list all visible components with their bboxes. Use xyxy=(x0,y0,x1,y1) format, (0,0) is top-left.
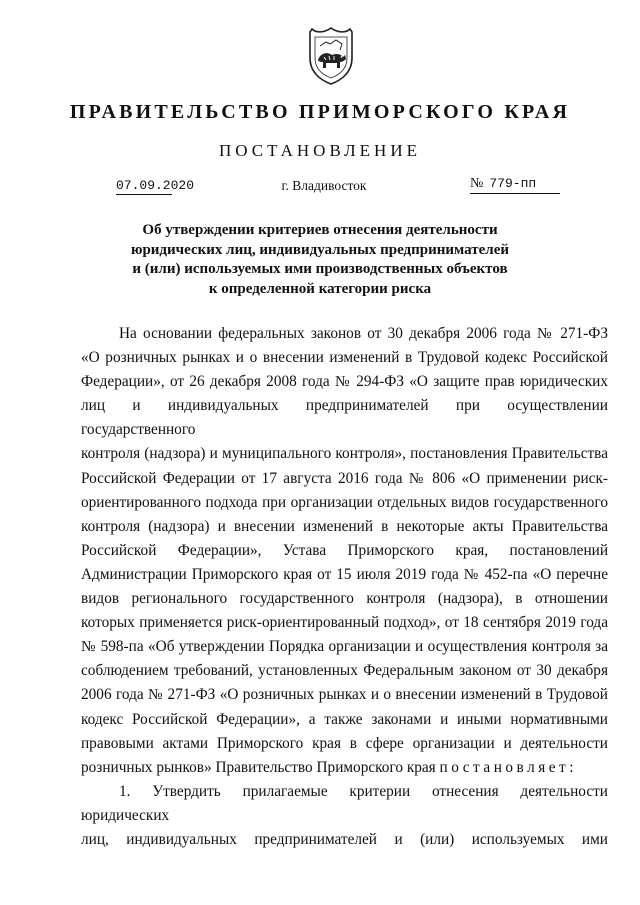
body-line: Российской Федерации», Устава Приморского края, постановлений xyxy=(81,541,608,559)
number-sign: № xyxy=(470,176,484,191)
document-body xyxy=(81,322,608,852)
body-line: «О розничных рынках и о внесении изменений в Трудовой кодекс Российской xyxy=(81,349,608,367)
subject-line: к определенной категории риска xyxy=(208,280,432,297)
subject-line: Об утверждении критериев отнесения деятельности xyxy=(142,222,498,238)
body-line: лиц и индивидуальных предпринимателей при осуществлении государственного xyxy=(81,397,608,439)
document-number-field xyxy=(470,176,560,194)
body-line: контроля (надзора) и внесении изменений в некоторые акты Правительства xyxy=(81,517,608,535)
subject-line: юридических лиц, индивидуальных предпринимателей xyxy=(130,241,510,258)
org-title: ПРАВИТЕЛЬСТВО ПРИМОРСКОГО КРАЯ xyxy=(69,101,571,123)
resolves-word: постановляет: xyxy=(439,758,577,776)
body-line: правовыми актами Приморского края в сфере организации и деятельности xyxy=(81,734,608,752)
body-line-text: розничных рынков» Правительство Приморского края xyxy=(81,758,436,776)
document-number: 779-пп xyxy=(489,176,537,191)
body-line: кодекс Российской Федерации», а также законами и иными нормативными xyxy=(81,710,608,728)
body-line: № 598-па «Об утверждении Порядка организации и осуществления контроля за xyxy=(81,638,608,656)
document-city: г. Владивосток xyxy=(281,178,367,193)
document-date: 07.09.2020 xyxy=(116,178,195,193)
body-line: видов регионального государственного контроля (надзора), в отношении xyxy=(81,590,608,608)
body-line: соблюдением требований, установленных Федеральным законом от 30 декабря xyxy=(81,662,608,680)
doc-type: ПОСТАНОВЛЕНИЕ xyxy=(218,141,421,160)
body-line: которых применяется риск-ориентированный подход», от 18 сентября 2019 года xyxy=(81,614,608,632)
body-line: 2006 года № 271-ФЗ «О розничных рынках и о внесении изменений в Трудовой xyxy=(81,686,608,704)
subject-line: и (или) используемых ими производственных объектов xyxy=(132,261,508,277)
primorsky-krai-coat-of-arms-icon xyxy=(306,24,356,86)
body-line: ориентированного подхода при организации отдельных видов государственного xyxy=(81,493,608,511)
item-1-line: лиц, индивидуальных предпринимателей и (или) используемых ими xyxy=(81,830,608,848)
body-line: Российской Федерации от 17 августа 2016 года № 806 «О применении риск- xyxy=(81,469,608,487)
body-line xyxy=(81,756,608,780)
body-line: Федерации», от 26 декабря 2008 года № 294-ФЗ «О защите прав юридических xyxy=(81,373,608,391)
document-subject xyxy=(0,221,640,299)
body-line: контроля (надзора) и муниципального контроля», постановления Правительства xyxy=(81,445,608,463)
body-line: На основании федеральных законов от 30 декабря 2006 года № 271-ФЗ xyxy=(119,325,608,342)
body-line: Администрации Приморского края от 15 июля 2019 года № 452-па «О перечне xyxy=(81,565,608,583)
item-1-line: 1. Утвердить прилагаемые критерии отнесения деятельности юридических xyxy=(81,782,608,824)
